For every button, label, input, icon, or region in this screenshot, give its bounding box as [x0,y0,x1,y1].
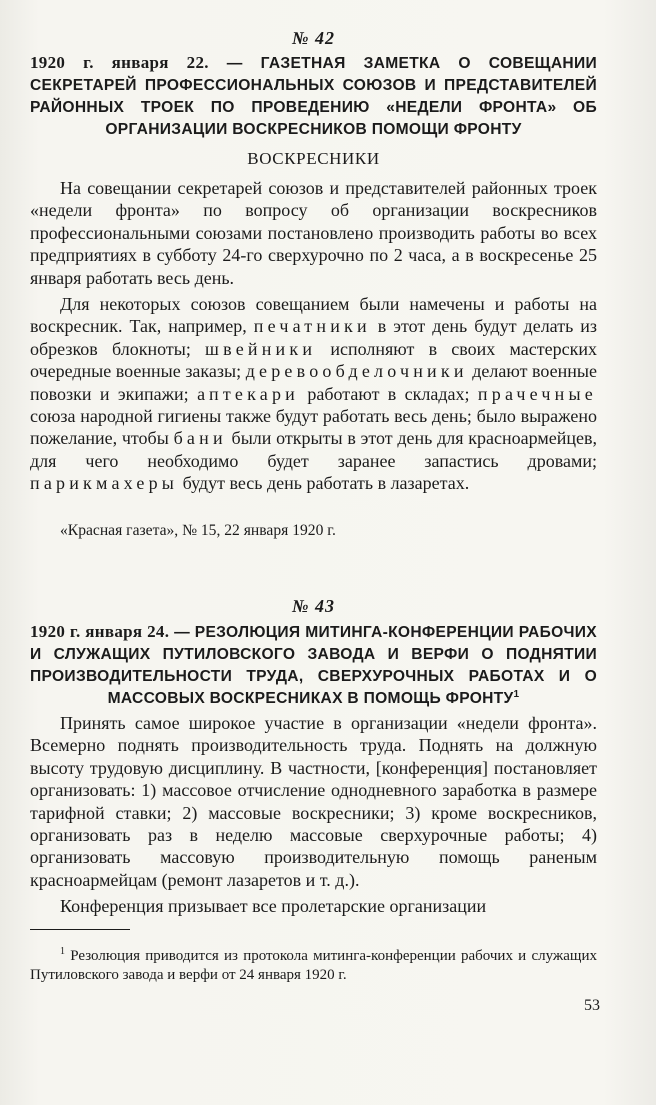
footnote [30,947,597,985]
heading-text: — ГАЗЕТНАЯ ЗАМЕТКА О СОВЕЩАНИИ СЕКРЕТАРЕЙ ПРОФЕССИОНАЛЬНЫХ СОЮЗОВ И ПРЕДСТАВИТЕЛЕЙ РАЙОННЫХ ТРОЕК ПО ПРОВЕДЕНИЮ «НЕДЕЛИ ФРОНТА» ОБ ОРГАНИЗАЦИИ ВОСКРЕСНИКОВ ПОМОЩИ ФРОНТУ [30,55,598,138]
paragraph: Принять самое широкое участие в организации «недели фронта». Всемерно поднять производительность труда. Поднять на должную высоту трудовую дисциплину. В частности, [конференция] постановляет организовать: 1) массовое отчисление однодневного заработка в размере тарифной ставки; 2) массовые воскресники; 3) кроме воскресников, организовать раз в неделю массовые сверхурочные работы; 4) организовать массовую производительную помощь раненым красноармейцам (ремонт лазаретов и т. д.). [30,713,597,890]
article-body [30,177,597,495]
document-43 [30,596,597,617]
paragraph: Конференция призывает все пролетарские организации [60,896,487,917]
article-subtitle: ВОСКРЕСНИКИ [247,149,380,168]
heading-date: 1920 г. января 22. [30,53,209,72]
text-run: Для некоторых союзов совещанием были намечены и работы на воскресник. Так, например, [30,294,597,337]
document-number: № 42 [292,28,335,48]
document-number: № 43 [292,596,335,616]
footnote-mark: 1 [60,946,65,957]
emphasized-word: швейники [205,338,317,359]
emphasized-word: аптекари [197,383,299,404]
text-run: были открыты в этот день для красноармейцев, для чего необходимо будет заранее запастись дровами; [30,428,597,471]
text-run: в этот день будут делать из обрезков блокноты; [30,316,597,359]
document-42 [30,28,597,49]
emphasized-word: бани [173,428,227,449]
emphasized-word: печатники [253,316,371,337]
emphasized-word: деревообделочники [245,361,468,382]
document-heading [30,52,597,141]
text-run: будут весь день работать в лазаретах. [178,473,470,494]
paragraph [30,293,597,495]
resolution-body [30,712,597,918]
document-heading [30,621,597,710]
source-citation: «Красная газета», № 15, 22 января 1920 г. [60,522,336,539]
paragraph: На совещании секретарей союзов и представителей районных троек «недели фронта» по вопросу об организации воскресников профессиональными союзами постановлено производить работы во всех предприятиях в субботу 24-го сверхурочно по 2 часа, а в воскресенье 25 января работать весь день. [30,178,597,288]
text-run: исполняют в своих мастерских очередные военные заказы; [30,338,597,382]
heading-text: — РЕЗОЛЮЦИЯ МИТИНГА-КОНФЕРЕНЦИИ РАБОЧИХ И СЛУЖАЩИХ ПУТИЛОВСКОГО ЗАВОДА И ВЕРФИ О ПОДНЯТИИ ПРОИЗВОДИТЕЛЬНОСТИ ТРУДА, СВЕРХУРОЧНЫХ РАБОТАХ И О МАССОВЫХ ВОСКРЕСНИКАХ В ПОМОЩЬ ФРОНТУ [30,624,597,707]
footnote-divider [30,929,130,930]
text-run: делают военные повозки и экипажи; [30,361,597,404]
text-run: работают в складах; [299,383,478,404]
footnote-reference: 1 [513,688,520,700]
emphasized-word: прачечные [477,383,597,404]
emphasized-word: парикмахеры [30,473,179,494]
text-run: союза народной гигиены также будут работать весь день; было выражено пожелание, чтобы [30,406,597,449]
heading-date: 1920 г. января 24. [30,622,170,641]
page-number: 53 [584,997,600,1014]
footnote-text: Резолюция приводится из протокола митинга-конференции рабочих и служащих Путиловского завода и верфи от 24 января 1920 г. [30,948,597,983]
